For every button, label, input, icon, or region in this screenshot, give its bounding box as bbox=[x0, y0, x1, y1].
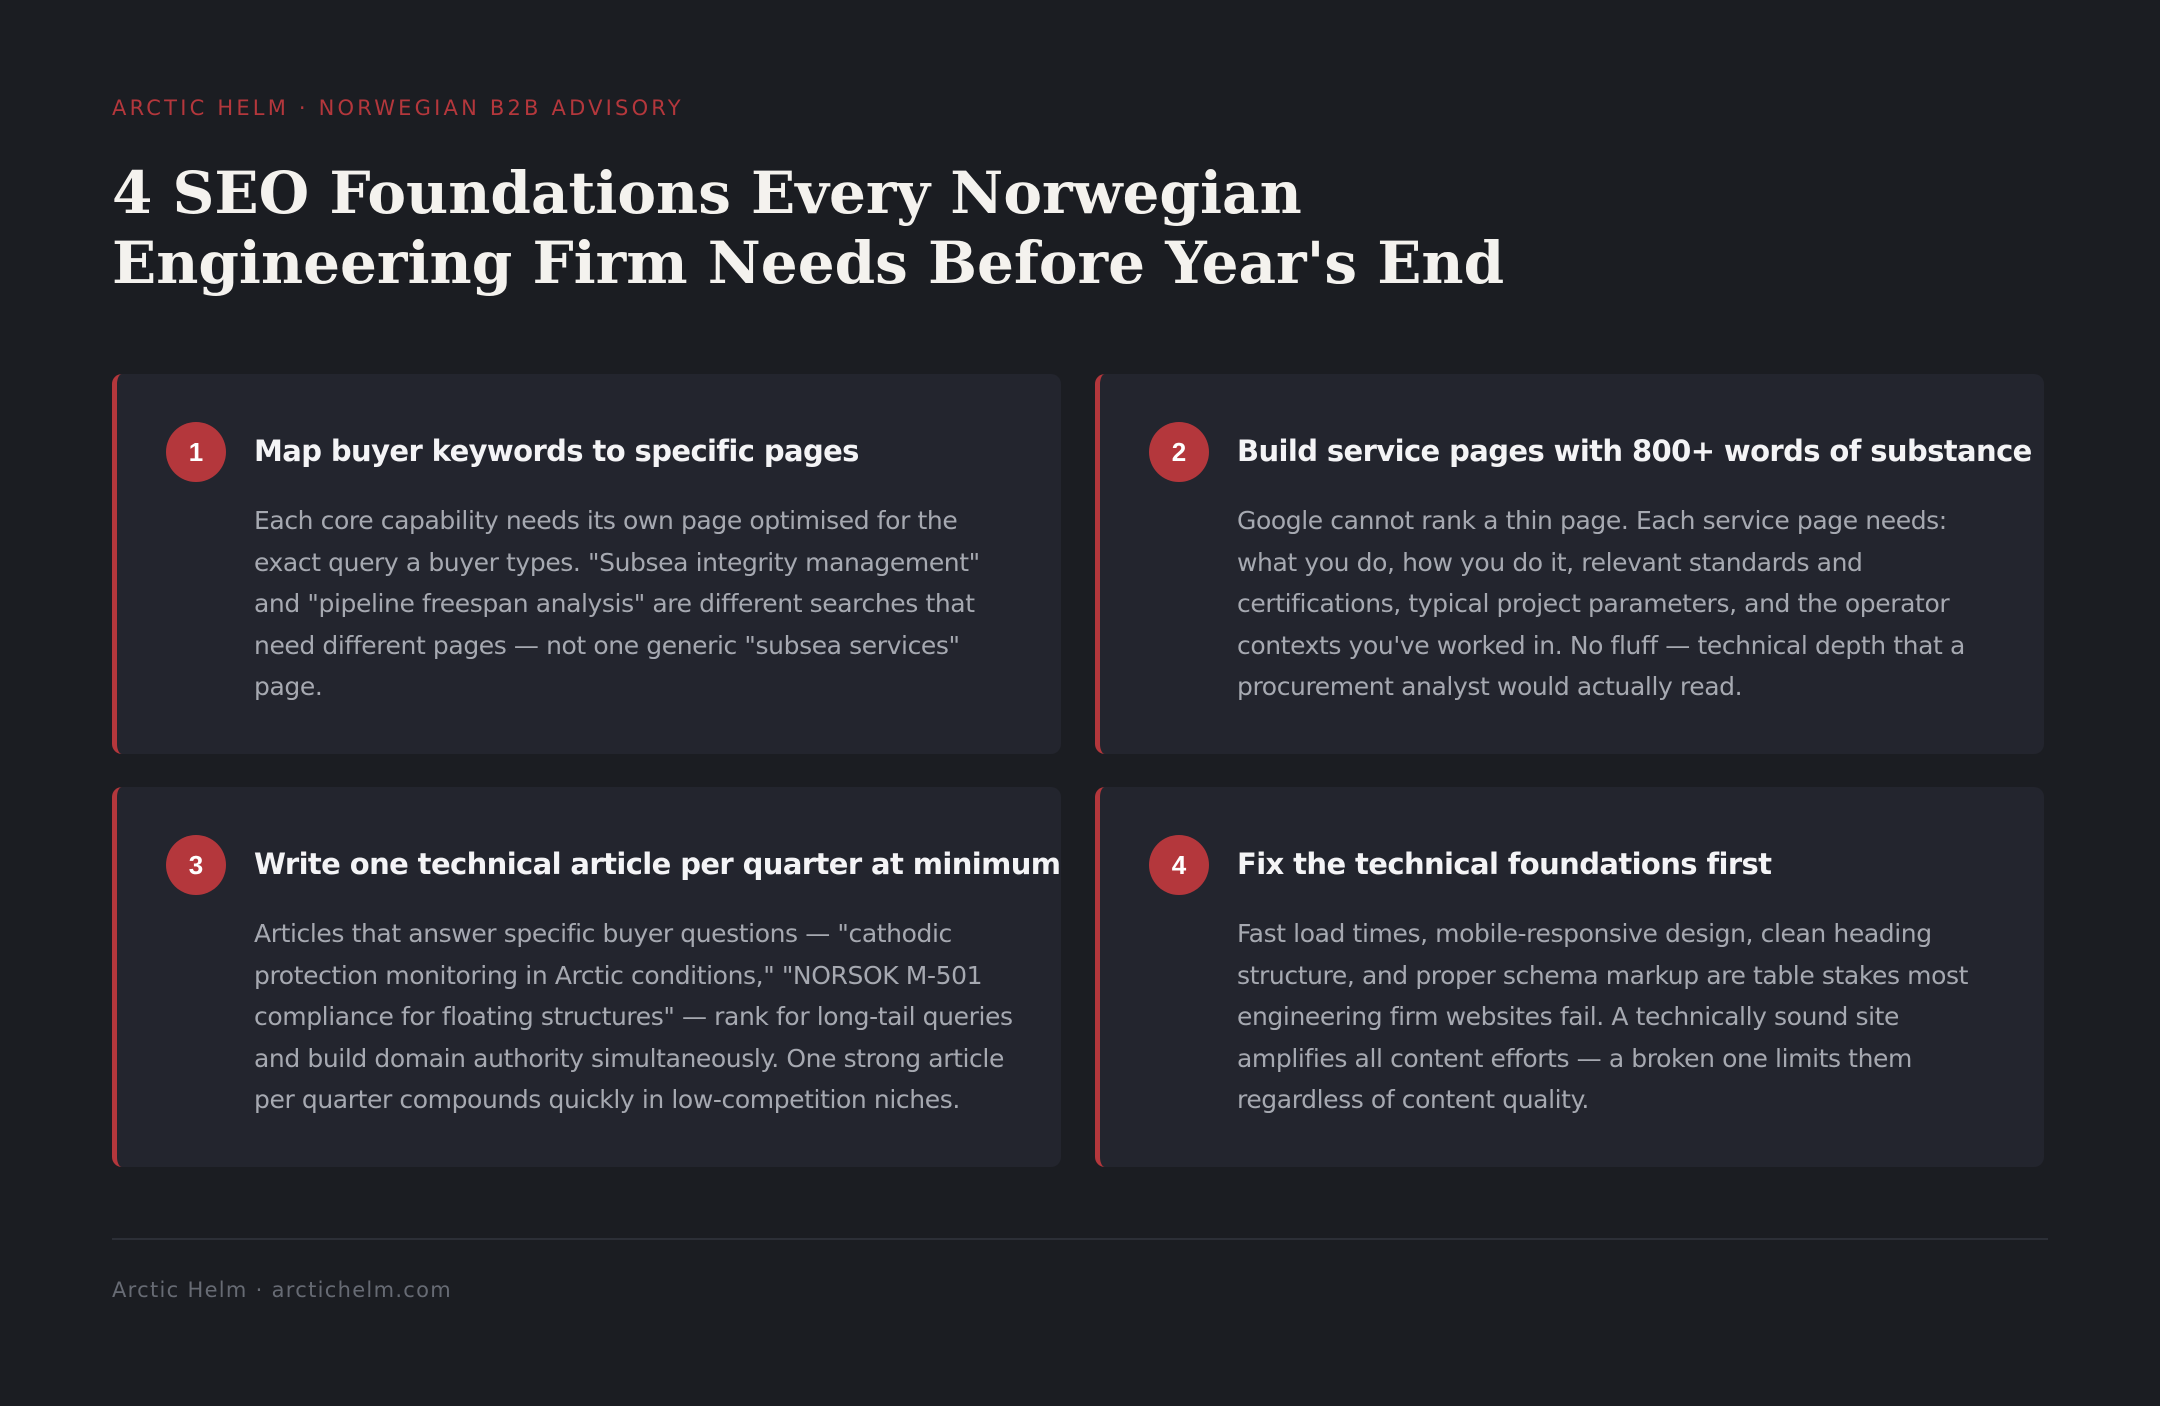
foundations-grid bbox=[112, 374, 2048, 1167]
foundation-card-2 bbox=[1095, 374, 2044, 754]
card-title: Write one technical article per quarter at minimum bbox=[254, 847, 1061, 881]
footer-credit: Arctic Helm · arctichelm.com bbox=[112, 1278, 453, 1302]
foundation-card-1 bbox=[112, 374, 1061, 754]
card-title: Map buyer keywords to specific pages bbox=[254, 434, 859, 468]
step-number-badge: 3 bbox=[166, 835, 226, 895]
card-body: Articles that answer specific buyer questions — "cathodic protection monitoring in Arctic conditions," "NORSOK M-501 compliance for floating structures" — rank for long-tail queries and build domain authority simultaneously. One strong article per quarter compounds quickly in low-competition niches. bbox=[254, 919, 1013, 1114]
footer-divider bbox=[112, 1238, 2048, 1240]
brand-eyebrow: ARCTIC HELM · NORWEGIAN B2B ADVISORY bbox=[112, 96, 684, 120]
card-body: Google cannot rank a thin page. Each service page needs: what you do, how you do it, relevant standards and certifications, typical project parameters, and the operator contexts you've worked in. No fluff — technical depth that a procurement analyst would actually read. bbox=[1237, 506, 1965, 701]
card-title: Build service pages with 800+ words of substance bbox=[1237, 434, 2032, 468]
card-body: Each core capability needs its own page optimised for the exact query a buyer types. "Subsea integrity management" and "pipeline freespan analysis" are different searches that need different pages — not one generic "subsea services" page. bbox=[254, 506, 980, 701]
page-title: 4 SEO Foundations Every Norwegian Engineering Firm Needs Before Year's End bbox=[112, 159, 1505, 297]
step-number-badge: 2 bbox=[1149, 422, 1209, 482]
step-number-badge: 4 bbox=[1149, 835, 1209, 895]
card-body: Fast load times, mobile-responsive design, clean heading structure, and proper schema markup are table stakes most engineering firm websites fail. A technically sound site amplifies all content efforts — a broken one limits them regardless of content quality. bbox=[1237, 919, 1969, 1114]
card-title: Fix the technical foundations first bbox=[1237, 847, 1772, 881]
foundation-card-3 bbox=[112, 787, 1061, 1167]
step-number-badge: 1 bbox=[166, 422, 226, 482]
foundation-card-4 bbox=[1095, 787, 2044, 1167]
infographic-page bbox=[112, 0, 2048, 1406]
